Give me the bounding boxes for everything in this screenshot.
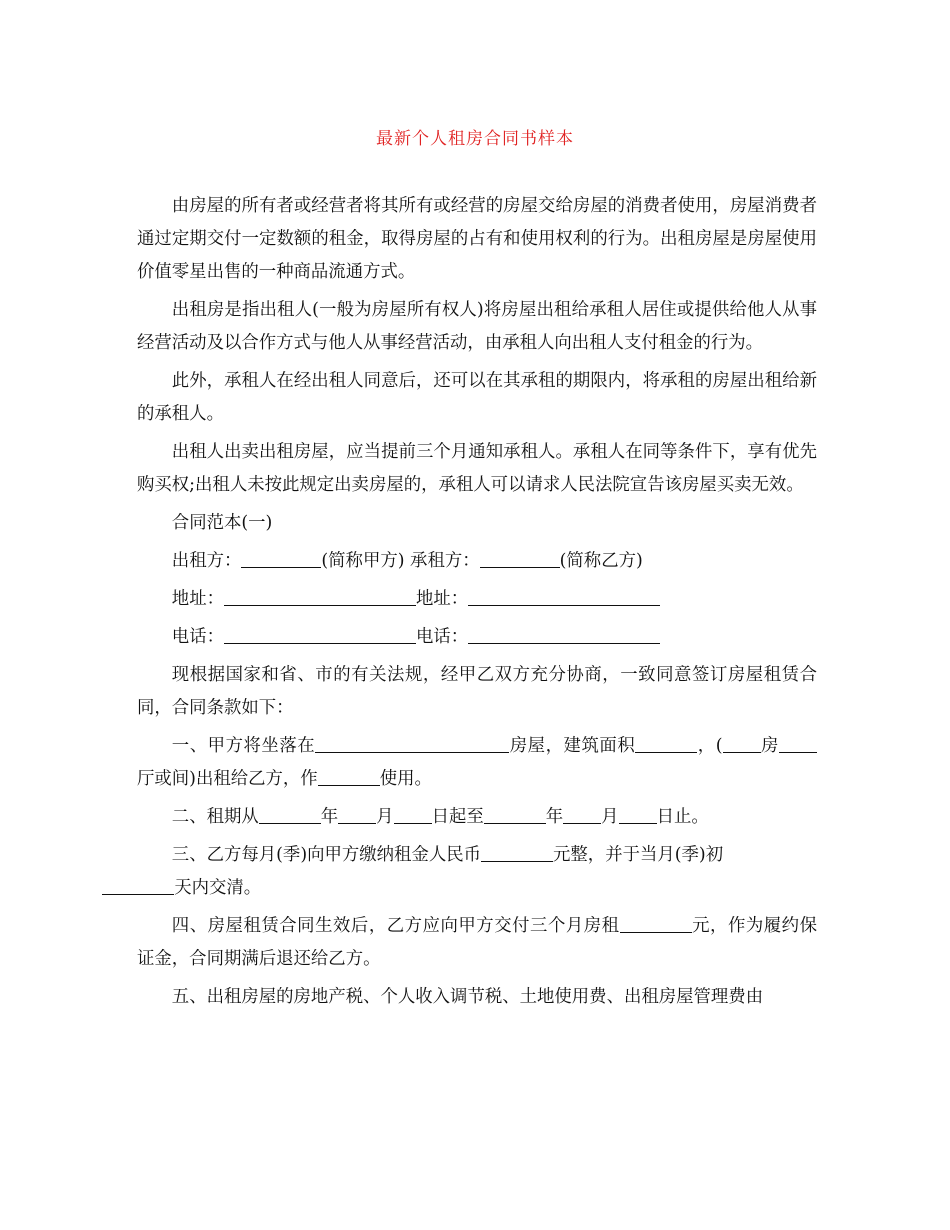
start-day-blank — [394, 806, 432, 824]
paragraph-sublease: 此外，承租人在经出租人同意后，还可以在其承租的期限内，将承租的房屋出租给新的承租人。 — [137, 371, 817, 424]
payment-days-blank — [102, 877, 174, 895]
start-month-blank — [338, 806, 376, 824]
rooms-blank — [723, 735, 761, 753]
usage-blank — [318, 768, 380, 786]
clause-2-text-d: 日起至 — [431, 807, 484, 827]
clause-1-text-d: 房 — [760, 736, 779, 756]
lessor-phone-blank — [224, 626, 416, 644]
document-title: 最新个人租房合同书样本 — [376, 129, 574, 149]
clause-4 — [137, 910, 817, 976]
start-year-blank — [259, 806, 321, 824]
lessee-address-blank — [468, 588, 660, 606]
clause-3-text-c: 天内交清。 — [174, 878, 262, 898]
clause-5: 五、出租房屋的房地产税、个人收入调节税、土地使用费、出租房屋管理费由 — [171, 987, 764, 1007]
halls-blank — [779, 735, 817, 753]
parties-row — [137, 545, 817, 578]
clause-1-text-e: 厅或间)出租给乙方，作 — [137, 769, 318, 789]
phone-row — [137, 621, 817, 654]
rent-amount-blank — [481, 844, 553, 862]
clause-2-text-c: 月 — [376, 807, 394, 827]
area-blank — [635, 735, 697, 753]
clause-2-text-g: 日止。 — [656, 807, 709, 827]
clause-3-text-b: 元整，并于当月(季)初 — [553, 845, 724, 865]
paragraph-preemption: 出租人出卖出租房屋，应当提前三个月通知承租人。承租人在同等条件下，享有优先购买权;出租人未按此规定出卖房屋的，承租人可以请求人民法院宣告该房屋买卖无效。 — [137, 442, 817, 495]
lessee-address-label: 地址： — [415, 589, 469, 609]
address-row — [137, 583, 817, 616]
clause-3-text-a: 三、乙方每月(季)向甲方缴纳租金人民币 — [171, 845, 482, 865]
clause-1-text-b: 房屋，建筑面积 — [509, 736, 636, 756]
lessor-phone-label: 电话： — [171, 627, 224, 647]
lessor-address-label: 地址： — [171, 589, 224, 609]
clause-2-text-b: 年 — [320, 807, 339, 827]
clause-1 — [137, 730, 817, 796]
document-body — [137, 190, 817, 1019]
end-year-blank — [484, 806, 546, 824]
lessor-suffix: (简称甲方) — [321, 551, 405, 571]
sample-heading: 合同范本(一) — [171, 513, 273, 533]
clause-2-text-e: 年 — [545, 807, 564, 827]
lessee-suffix: (简称乙方) — [559, 551, 643, 571]
clause-2-text-a: 二、租期从 — [171, 807, 259, 827]
clause-1-text-a: 一、甲方将坐落在 — [171, 736, 316, 756]
contract-intro: 现根据国家和省、市的有关法规，经甲乙双方充分协商，一致同意签订房屋租赁合同，合同条款如下： — [137, 665, 817, 718]
location-blank — [315, 735, 509, 753]
lessee-blank — [480, 550, 560, 568]
clause-4-text-a: 四、房屋租赁合同生效后，乙方应向甲方交付三个月房租 — [171, 916, 620, 936]
lessor-address-blank — [224, 588, 416, 606]
lessee-label: 承租方： — [410, 551, 480, 571]
paragraph-rental-meaning: 出租房是指出租人(一般为房屋所有权人)将房屋出租给承租人居住或提供给他人从事经营活动及以合作方式与他人从事经营活动，由承租人向出租人支付租金的行为。 — [137, 300, 817, 353]
clause-1-text-f: 使用。 — [379, 769, 432, 789]
lessor-blank — [241, 550, 321, 568]
lessee-phone-blank — [468, 626, 660, 644]
deposit-blank — [620, 915, 692, 933]
paragraph-definition: 由房屋的所有者或经营者将其所有或经营的房屋交给房屋的消费者使用，房屋消费者通过定期交付一定数额的租金，取得房屋的占有和使用权利的行为。出租房屋是房屋使用价值零星出售的一种商品流通方式。 — [137, 196, 817, 282]
lessor-label: 出租方： — [171, 551, 242, 571]
lessee-phone-label: 电话： — [415, 627, 469, 647]
clause-1-text-c: ，( — [697, 736, 723, 756]
end-day-blank — [619, 806, 657, 824]
end-month-blank — [563, 806, 601, 824]
clause-2-text-f: 月 — [601, 807, 619, 827]
clause-3 — [137, 839, 817, 905]
clause-2 — [137, 801, 817, 834]
clause-4-text-b: 元，作为履约保证金，合同期满后退还给乙方。 — [137, 916, 817, 969]
